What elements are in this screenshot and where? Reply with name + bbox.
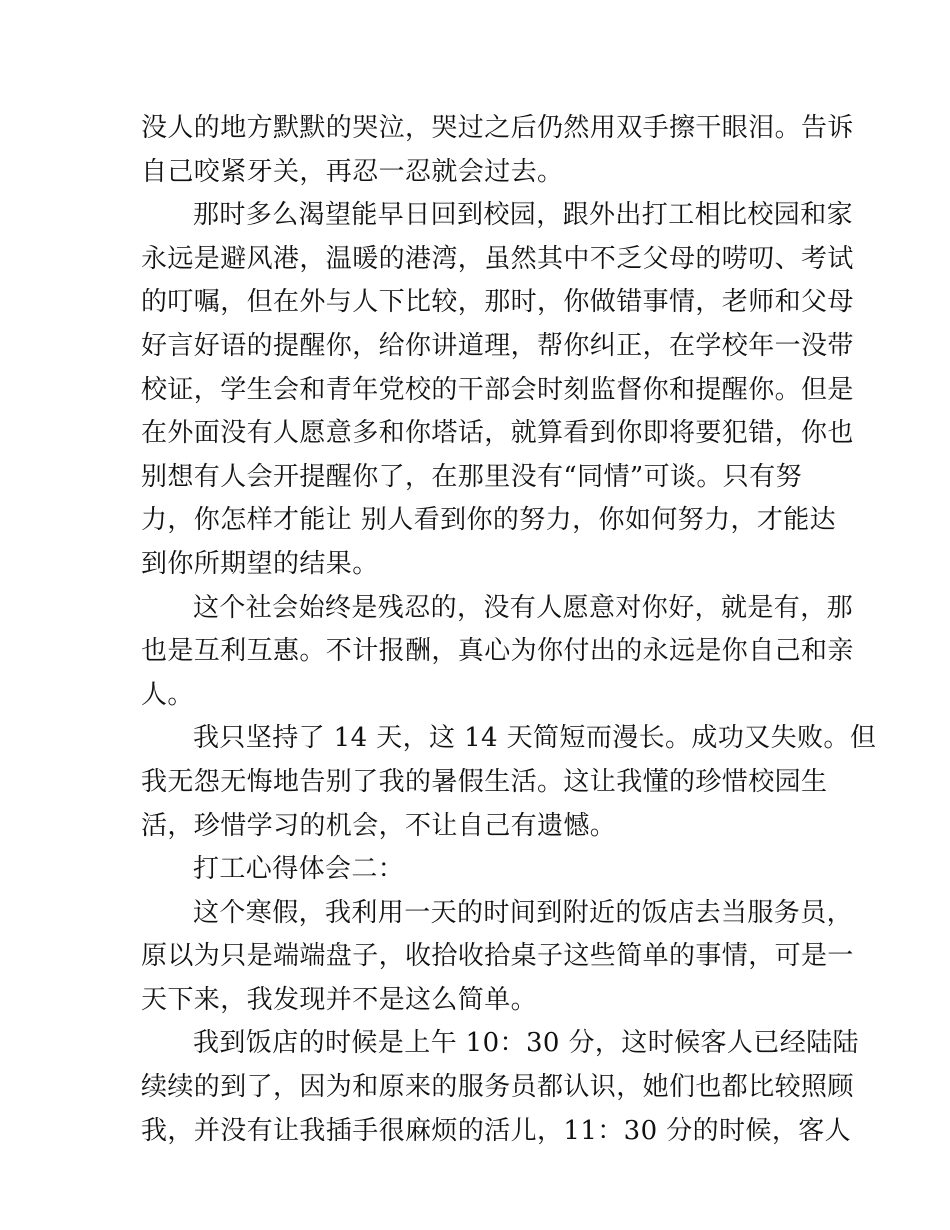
- text-line: 力，你怎样才能让 别人看到你的努力，你如何努力，才能达: [141, 505, 837, 536]
- text-line: 我只坚持了 14 天，这 14 天简短而漫长。成功又失败。但: [193, 723, 877, 754]
- text-line: 这个社会始终是残忍的，没有人愿意对你好，就是有，那: [193, 592, 854, 623]
- text-line: 我，并没有让我插手很麻烦的活儿，11：30 分的时候，客人: [141, 1115, 852, 1146]
- text-line: 在外面没有人愿意多和你塔话，就算看到你即将要犯错，你也: [141, 418, 854, 449]
- text-line: 原以为只是端端盘子，收拾收拾桌子这些简单的事情，可是一: [141, 941, 854, 972]
- text-line: 到你所期望的结果。: [141, 548, 379, 579]
- text-line: 那时多么渴望能早日回到校园，跟外出打工相比校园和家: [193, 200, 854, 231]
- text-line: 活，珍惜学习的机会，不让自己有遗憾。: [141, 810, 617, 841]
- text-line: 自己咬紧牙关，再忍一忍就会过去。: [141, 156, 564, 187]
- text-line: 天下来，我发现并不是这么简单。: [141, 984, 538, 1015]
- text-line: 永远是避风港，温暖的港湾，虽然其中不乏父母的唠叨、考试: [141, 243, 854, 274]
- text-line: 也是互利互惠。不计报酬，真心为你付出的永远是你自己和亲: [141, 636, 854, 667]
- text-line: 续续的到了，因为和原来的服务员都认识，她们也都比较照顾: [141, 1072, 854, 1103]
- text-line: 没人的地方默默的哭泣，哭过之后仍然用双手擦干眼泪。告诉: [141, 113, 854, 143]
- text-line: 校证，学生会和青年党校的干部会时刻监督你和提醒你。但是: [141, 374, 854, 405]
- text-line: 别想有人会开提醒你了，在那里没有“同情”可谈。只有努: [141, 461, 802, 492]
- document-body: [141, 107, 877, 1153]
- section-heading: 打工心得体会二：: [193, 854, 405, 885]
- text-line: 好言好语的提醒你，给你讲道理，帮你纠正，在学校年一没带: [141, 330, 854, 361]
- text-line: 我无怨无悔地告别了我的暑假生活。这让我懂的珍惜校园生: [141, 766, 828, 797]
- text-line: 的叮嘱，但在外与人下比较，那时，你做错事情，老师和父母: [141, 287, 854, 318]
- text-line: 人。: [141, 679, 194, 710]
- text-line: 我到饭店的时候是上午 10：30 分，这时候客人已经陆陆: [193, 1028, 859, 1059]
- text-line: 这个寒假，我利用一天的时间到附近的饭店去当服务员，: [193, 897, 854, 928]
